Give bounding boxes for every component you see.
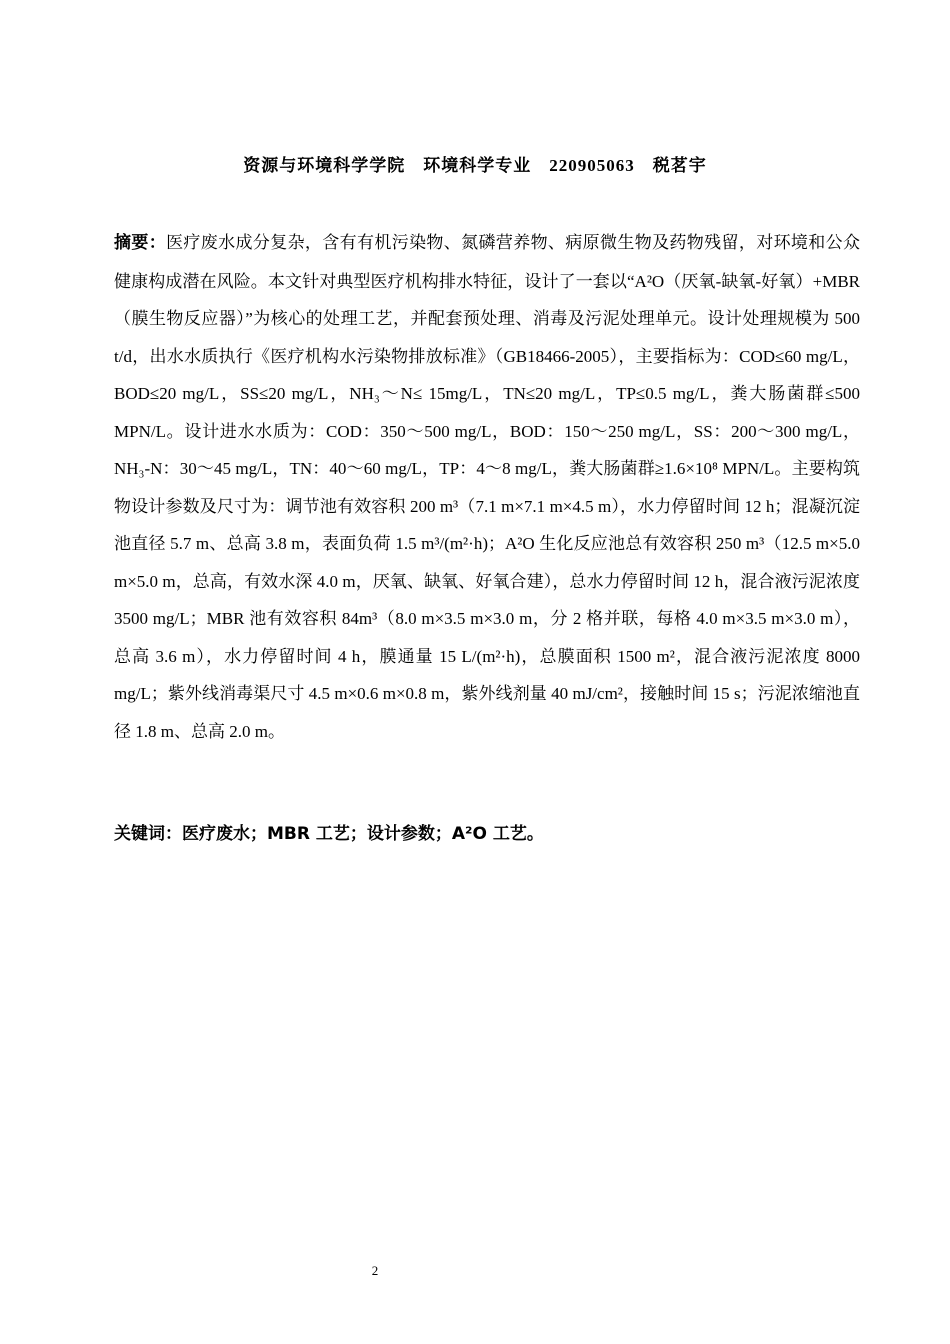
abstract-body: 医疗废水成分复杂，含有有机污染物、氮磷营养物、病原微生物及药物残留，对环境和公众健康构成潜在风险。本文针对典型医疗机构排水特征，设计了一套以“A²O（厌氧-缺氧-好氧）+MBR（膜生物反应器）”为核心的处理工艺，并配套预处理、消毒及污泥处理单元。设计处理规模为 500 t/d，出水水质执行《医疗机构水污染物排放标准》（GB18466-2005），主要指标为：COD≤60 mg/L，BOD≤20 mg/L，SS≤20 mg/L，NH₃～N≤ 15mg/L，TN≤20 mg/L，TP≤0.5 mg/L，粪大肠菌群≤500 MPN/L。设计进水水质为：COD：350～500 mg/L，BOD：150～250 mg/L，SS：200～300 mg/L，NH₃-N：30～45 mg/L，TN：40～60 mg/L，TP：4～8 mg/L，粪大肠菌群≥1.6×10⁸ MPN/L。主要构筑物设计参数及尺寸为：调节池有效容积 200 m³（7.1 m×7.1 m×4.5 m），水力停留时间 12 h；混凝沉淀池直径 5.7 m、总高 3.8 m，表面负荷 1.5 m³/(m²·h)；A²O 生化反应池总有效容积 250 m³（12.5 m×5.0 m×5.0 m，总高，有效水深 4.0 m，厌氧、缺氧、好氧合建），总水力停留时间 12 h，混合液污泥浓度 3500 mg/L；MBR 池有效容积 84m³（8.0 m×3.5 m×3.0 m，分 2 格并联，每格 4.0 m×3.5 m×3.0 m），总高 3.6 m），水力停留时间 4 h，膜通量 15 L/(m²·h)，总膜面积 1500 m²，混合液污泥浓度 8000 mg/L；紫外线消毒渠尺寸 4.5 m×0.6 m×0.8 m，紫外线剂量 40 mJ/cm²，接触时间 15 s；污泥浓缩池直径 1.8 m、总高 2.0 m。 — [114, 233, 861, 741]
keywords-line: 关键词：医疗废水；MBR 工艺；设计参数；A²O 工艺。 — [114, 824, 544, 844]
author-info-line: 资源与环境科学学院 环境科学专业 220905063 税茗宇 — [243, 156, 707, 175]
page-number: 2 — [371, 1263, 379, 1278]
abstract-paragraph — [114, 224, 860, 750]
abstract-label: 摘要： — [114, 233, 167, 253]
